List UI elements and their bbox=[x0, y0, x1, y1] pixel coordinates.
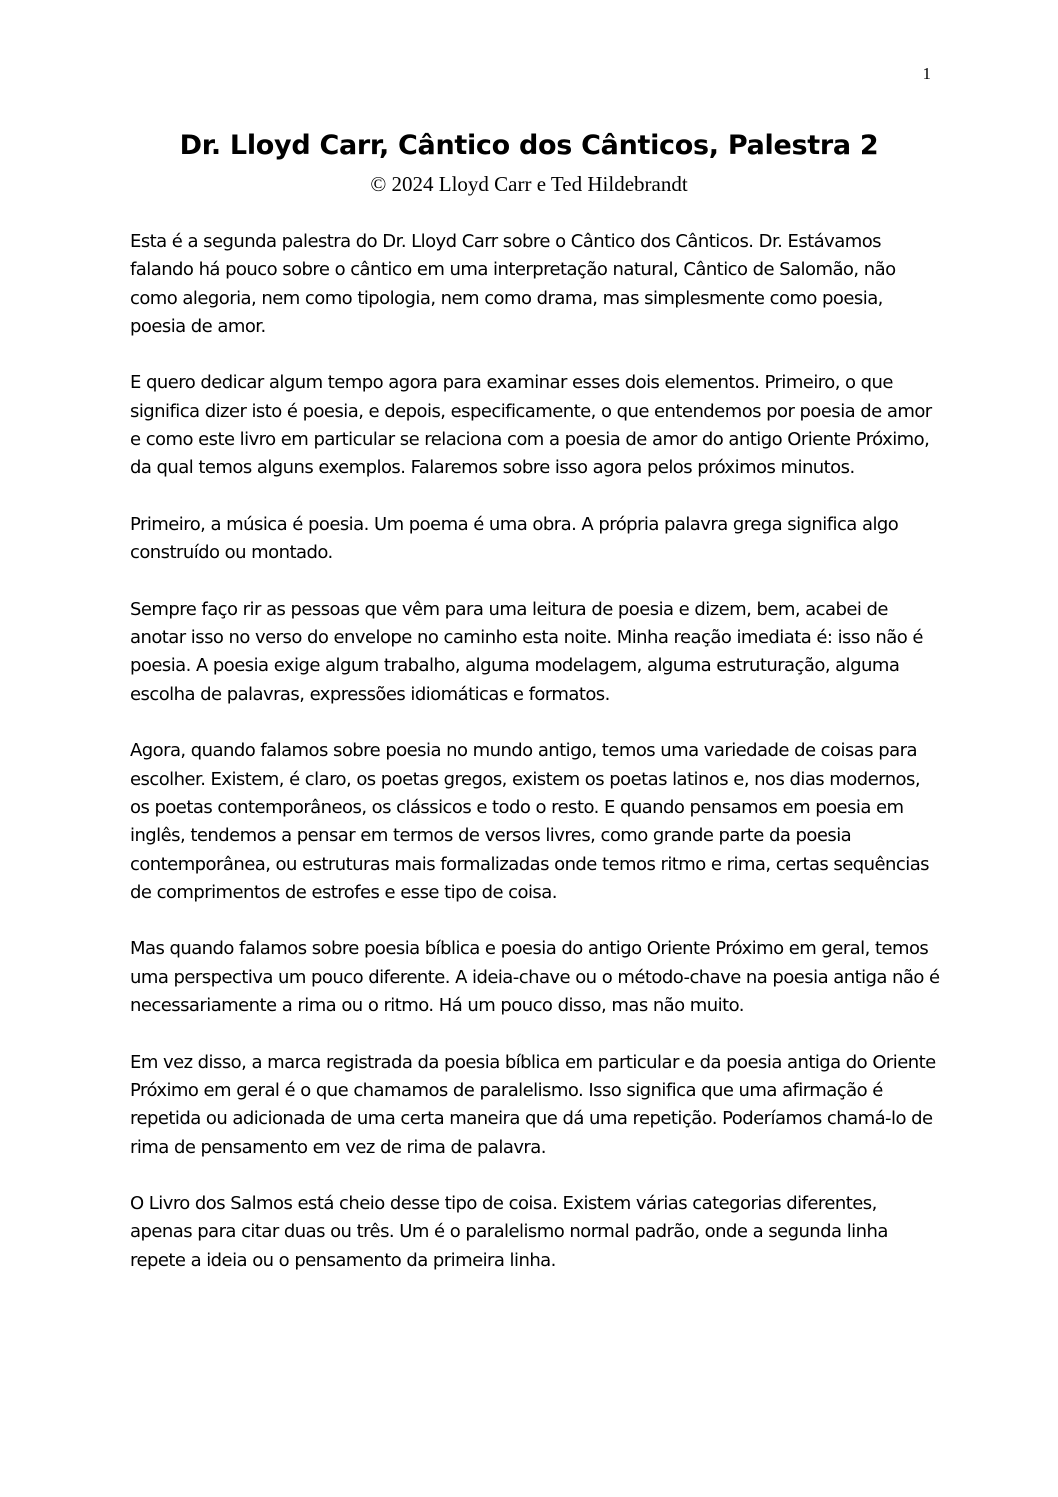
page-number: 1 bbox=[922, 64, 931, 83]
paragraph: Primeiro, a música é poesia. Um poema é uma obra. A própria palavra grega significa algo construído ou montado. bbox=[130, 513, 899, 564]
paragraph: Esta é a segunda palestra do Dr. Lloyd Carr sobre o Cântico dos Cânticos. Dr. Estávamos falando há pouco sobre o cântico em uma interpretação natural, Cântico de Salomão, não como alegoria, nem como tipologia, nem como drama, mas simplesmente como poesia, poesia de amor. bbox=[130, 231, 896, 337]
copyright-line: © 2024 Lloyd Carr e Ted Hildebrandt bbox=[370, 172, 688, 196]
document-title: Dr. Lloyd Carr, Cântico dos Cânticos, Palestra 2 bbox=[179, 130, 879, 161]
document-body bbox=[130, 228, 940, 1303]
paragraph: Em vez disso, a marca registrada da poesia bíblica em particular e da poesia antiga do Oriente Próximo em geral é o que chamamos de paralelismo. Isso significa que uma afirmação é repetida ou adicionada de uma certa maneira que dá uma repetição. Poderíamos chamá-lo de rima de pensamento em vez de rima de palavra. bbox=[130, 1051, 936, 1158]
paragraph: Agora, quando falamos sobre poesia no mundo antigo, temos uma variedade de coisas para escolher. Existem, é claro, os poetas gregos, existem os poetas latinos e, nos dias modernos, os poetas contemporâneos, os clássicos e todo o resto. E quando pensamos em poesia em inglês, tendemos a pensar em termos de versos livres, como grande parte da poesia contemporânea, ou estruturas mais formalizadas onde temos ritmo e rima, certas sequências de comprimentos de estrofes e esse tipo de coisa. bbox=[130, 740, 930, 903]
paragraph: Sempre faço rir as pessoas que vêm para uma leitura de poesia e dizem, bem, acabei de anotar isso no verso do envelope no caminho esta noite. Minha reação imediata é: isso não é poesia. A poesia exige algum trabalho, alguma modelagem, alguma estruturação, alguma escolha de palavras, expressões idiomáticas e formatos. bbox=[130, 598, 923, 705]
paragraph: Mas quando falamos sobre poesia bíblica e poesia do antigo Oriente Próximo em geral, temos uma perspectiva um pouco diferente. A ideia-chave ou o método-chave na poesia antiga não é necessariamente a rima ou o ritmo. Há um pouco disso, mas não muito. bbox=[130, 938, 940, 1017]
paragraph: O Livro dos Salmos está cheio desse tipo de coisa. Existem várias categorias diferentes, apenas para citar duas ou três. Um é o paralelismo normal padrão, onde a segunda linha repete a ideia ou o pensamento da primeira linha. bbox=[130, 1193, 888, 1271]
paragraph: E quero dedicar algum tempo agora para examinar esses dois elementos. Primeiro, o que significa dizer isto é poesia, e depois, especificamente, o que entendemos por poesia de amor e como este livro em particular se relaciona com a poesia de amor do antigo Oriente Próximo, da qual temos alguns exemplos. Falaremos sobre isso agora pelos próximos minutos. bbox=[130, 372, 932, 479]
